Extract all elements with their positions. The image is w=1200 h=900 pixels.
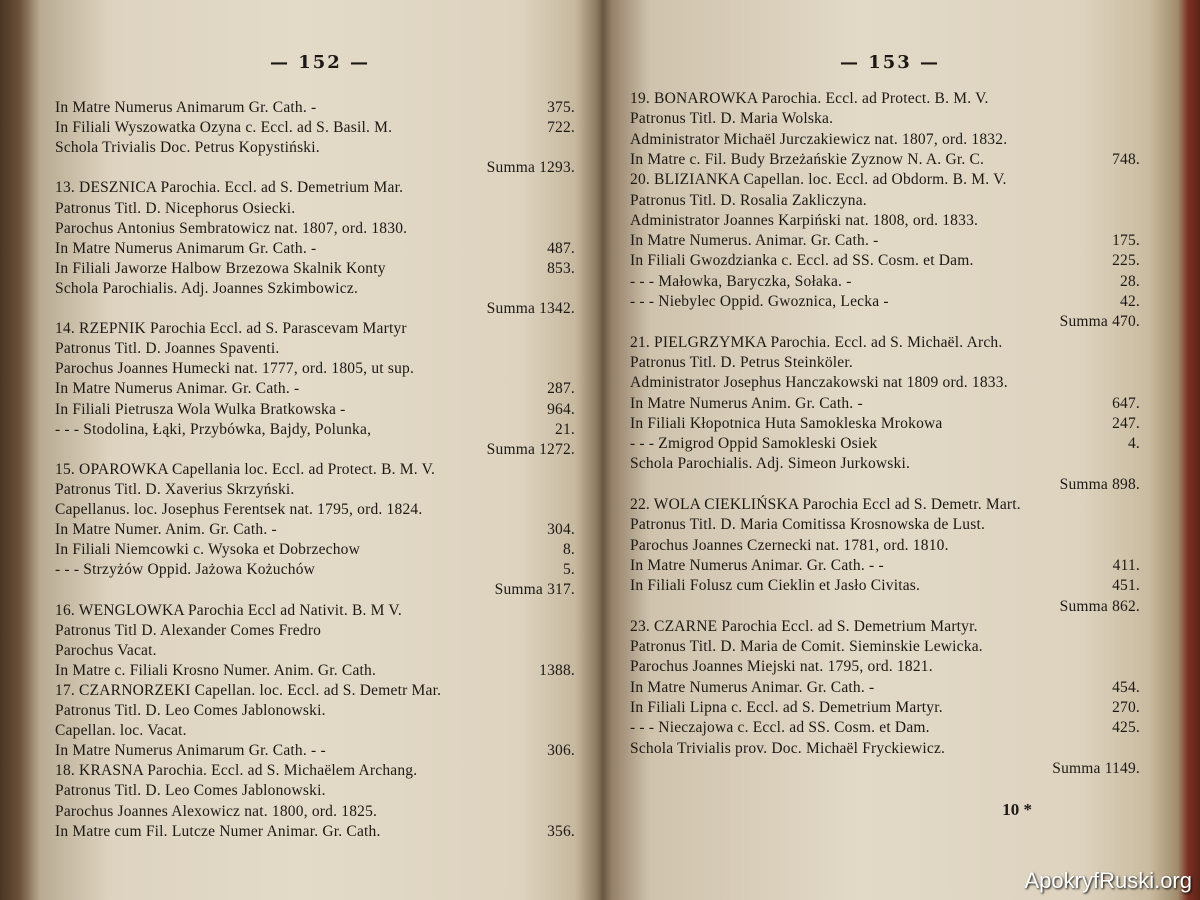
line-text: Administrator Josephus Hanczakowski nat 1809 ord. 1833. xyxy=(630,374,1008,392)
line-number: 1388. xyxy=(539,661,575,679)
line-text: Parochus Antonius Sembratowicz nat. 1807, ord. 1830. xyxy=(55,219,408,237)
line-text: Parochus Joannes Alexowicz nat. 1800, ord. 1825. xyxy=(55,802,378,820)
text-line xyxy=(630,88,1150,110)
line-text: 22. WOLA CIEKLIŃSKA Parochia Eccl ad S. Demetr. Mart. xyxy=(630,496,1021,513)
text-line xyxy=(630,250,1150,272)
line-text: In Matre Numerus Animar. Gr. Cath. - xyxy=(55,380,300,398)
line-text: In Matre Numerus. Animar. Gr. Cath. - xyxy=(630,232,879,250)
line-text: 15. OPAROWKA Capellania loc. Eccl. ad Protect. B. M. V. xyxy=(55,460,436,478)
line-text: - - - Niebylec Oppid. Gwoznica, Lecka - xyxy=(630,293,889,310)
summa-total: Summa 1293. xyxy=(486,159,575,177)
text-line xyxy=(630,738,1150,760)
text-line xyxy=(55,680,585,702)
summa-line xyxy=(630,311,1150,333)
text-line xyxy=(55,620,585,642)
text-line xyxy=(55,801,585,823)
line-number: 853. xyxy=(547,259,575,277)
text-line xyxy=(630,494,1150,516)
text-line xyxy=(630,656,1150,678)
line-number: 306. xyxy=(547,742,575,760)
text-line xyxy=(55,238,585,260)
line-text: 23. CZARNE Parochia Eccl. ad S. Demetrium Martyr. xyxy=(630,617,978,635)
text-line xyxy=(55,177,585,199)
text-line xyxy=(55,519,585,541)
text-line xyxy=(630,616,1150,638)
line-text: In Filiali Folusz cum Cieklin et Jasło Civitas. xyxy=(630,577,921,595)
summa-line xyxy=(630,758,1150,780)
line-text: Patronus Titl. D. Leo Comes Jablonowski. xyxy=(55,782,326,800)
line-number: 21. xyxy=(555,420,575,438)
summa-total: Summa 862. xyxy=(1059,597,1140,615)
text-line xyxy=(55,559,585,581)
line-text: - - - Stodolina, Łąki, Przybówka, Bajdy, Polunka, xyxy=(55,420,372,438)
summa-line xyxy=(55,579,585,601)
line-text: In Matre Numerus Anim. Gr. Cath. - xyxy=(630,394,863,412)
line-number: 722. xyxy=(547,119,575,137)
text-line xyxy=(630,291,1150,313)
line-text: In Matre cum Fil. Lutcze Numer Animar. Gr. Cath. xyxy=(55,822,381,840)
text-line xyxy=(55,720,585,742)
line-number: 451. xyxy=(1112,577,1140,595)
line-text: In Matre c. Fil. Budy Brzeżańskie Zyznow N. A. Gr. C. xyxy=(630,150,985,168)
line-text: Administrator Joannes Karpiński nat. 1808, ord. 1833. xyxy=(630,211,979,229)
text-line xyxy=(630,717,1150,739)
line-text: 16. WENGLOWKA Parochia Eccl ad Nativit. B. M V. xyxy=(55,601,402,619)
text-line xyxy=(630,149,1150,171)
line-text: In Matre c. Filiali Krosno Numer. Anim. Gr. Cath. xyxy=(55,661,377,679)
right-page xyxy=(630,0,1150,900)
text-line xyxy=(55,218,585,240)
text-line xyxy=(630,555,1150,577)
line-text: In Matre Numerus Animarum Gr. Cath. - xyxy=(55,99,317,116)
line-text: Patronus Titl. D. Nicephorus Osiecki. xyxy=(55,199,296,217)
line-number: 5. xyxy=(562,561,575,579)
line-number: 964. xyxy=(547,400,575,418)
text-line xyxy=(55,660,585,682)
line-number: 425. xyxy=(1112,719,1140,737)
line-number: 225. xyxy=(1112,252,1140,270)
line-number: 748. xyxy=(1112,150,1140,168)
right-page-number: — 153 — xyxy=(839,52,941,73)
text-line xyxy=(55,198,585,220)
text-line xyxy=(630,677,1150,699)
line-number: 356. xyxy=(547,822,575,840)
line-text: 17. CZARNORZEKI Capellan. loc. Eccl. ad S. Demetr Mar. xyxy=(55,681,442,699)
text-line xyxy=(55,258,585,280)
signature-mark: 10 * xyxy=(1002,800,1032,819)
line-number: 42. xyxy=(1120,293,1140,310)
text-line xyxy=(630,535,1150,557)
text-line xyxy=(630,271,1150,293)
line-number: 4. xyxy=(1127,435,1140,453)
line-text: 19. BONAROWKA Parochia. Eccl. ad Protect. B. M. V. xyxy=(630,90,989,107)
summa-line xyxy=(55,157,585,179)
line-text: In Filiali Jaworze Halbow Brzezowa Skalnik Konty xyxy=(55,259,386,277)
text-line xyxy=(55,378,585,400)
line-text: In Filiali Wyszowatka Ozyna c. Eccl. ad S. Basil. M. xyxy=(55,119,393,137)
line-text: In Matre Numer. Anim. Gr. Cath. - xyxy=(55,521,277,539)
line-number: 175. xyxy=(1112,232,1140,250)
text-line xyxy=(630,453,1150,475)
text-line xyxy=(630,514,1150,536)
line-text: Parochus Joannes Miejski nat. 1795, ord. 1821. xyxy=(630,658,933,676)
text-line xyxy=(55,640,585,662)
line-text: 20. BLIZIANKA Capellan. loc. Eccl. ad Obdorm. B. M. V. xyxy=(630,171,1007,189)
line-text: - - - Małowka, Baryczka, Sołaka. - xyxy=(630,272,852,290)
summa-total: Summa 1272. xyxy=(486,440,575,458)
line-text: In Filiali Niemcowki c. Wysoka et Dobrzechow xyxy=(55,541,361,559)
line-text: In Filiali Kłopotnica Huta Samokleska Mrokowa xyxy=(630,414,943,432)
text-line xyxy=(630,332,1150,354)
text-line xyxy=(630,575,1150,597)
text-line xyxy=(630,413,1150,435)
text-line xyxy=(630,352,1150,374)
line-text: Administrator Michaël Jurczakiewicz nat. 1807, ord. 1832. xyxy=(630,130,1008,148)
line-number: 487. xyxy=(547,239,575,257)
line-text: Schola Trivialis prov. Doc. Michaël Fryckiewicz. xyxy=(630,739,946,757)
line-text: Patronus Titl. D. Maria Wolska. xyxy=(630,110,834,128)
text-line xyxy=(55,700,585,722)
text-line xyxy=(55,539,585,561)
line-text: In Filiali Gwozdzianka c. Eccl. ad SS. Cosm. et Dam. xyxy=(630,252,974,270)
summa-line xyxy=(630,596,1150,618)
line-text: Schola Parochialis. Adj. Simeon Jurkowski. xyxy=(630,455,911,473)
line-text: Patronus Titl. D. Xaverius Skrzyński. xyxy=(55,480,295,498)
text-line xyxy=(55,399,585,421)
line-text: In Filiali Lipna c. Eccl. ad S. Demetrium Martyr. xyxy=(630,699,943,716)
text-line xyxy=(55,760,585,782)
line-text: In Filiali Pietrusza Wola Wulka Bratkowska - xyxy=(55,400,346,418)
summa-line xyxy=(55,439,585,461)
text-line xyxy=(55,97,585,119)
line-text: Patronus Titl. D. Petrus Steinköler. xyxy=(630,353,853,371)
line-number: 454. xyxy=(1112,678,1140,696)
line-text: Capellanus. loc. Josephus Ferentsek nat. 1795, ord. 1824. xyxy=(55,501,423,518)
line-text: Patronus Titl. D. Maria de Comit. Sieminskie Lewicka. xyxy=(630,638,983,656)
text-line xyxy=(630,697,1150,719)
line-number: 647. xyxy=(1112,394,1140,412)
line-text: Parochus Vacat. xyxy=(55,641,157,659)
text-line xyxy=(630,169,1150,191)
text-line xyxy=(55,338,585,360)
summa-total: Summa 317. xyxy=(494,581,575,599)
text-line xyxy=(630,129,1150,151)
left-page xyxy=(55,0,585,900)
text-line xyxy=(55,419,585,441)
line-text: Patronus Titl. D. Leo Comes Jablonowski. xyxy=(55,702,326,719)
line-text: In Matre Numerus Animar. Gr. Cath. - xyxy=(630,678,875,696)
line-number: 247. xyxy=(1112,414,1140,432)
text-line xyxy=(55,117,585,139)
text-line xyxy=(630,230,1150,252)
text-line xyxy=(630,433,1150,455)
text-line xyxy=(630,190,1150,212)
text-line xyxy=(55,780,585,802)
summa-total: Summa 1342. xyxy=(486,300,575,317)
text-line xyxy=(55,479,585,501)
text-line xyxy=(630,636,1150,658)
line-text: In Matre Numerus Animarum Gr. Cath. - - xyxy=(55,742,326,760)
text-line xyxy=(55,358,585,380)
left-page-number: — 152 — xyxy=(269,52,371,73)
line-text: 13. DESZNICA Parochia. Eccl. ad S. Demetrium Mar. xyxy=(55,179,404,197)
line-number: 8. xyxy=(562,541,575,559)
summa-total: Summa 470. xyxy=(1059,313,1140,331)
text-line xyxy=(55,137,585,159)
line-text: In Matre Numerus Animar. Gr. Cath. - - xyxy=(630,556,884,574)
line-text: In Matre Numerus Animarum Gr. Cath. - xyxy=(55,239,317,257)
line-text: Patronus Titl D. Alexander Comes Fredro xyxy=(55,621,322,639)
text-line xyxy=(630,372,1150,394)
line-number: 411. xyxy=(1112,556,1140,574)
line-text: Patronus Titl. D. Maria Comitissa Krosnowska de Lust. xyxy=(630,516,986,534)
line-number: 28. xyxy=(1120,272,1140,290)
line-text: - - - Nieczajowa c. Eccl. ad SS. Cosm. et Dam. xyxy=(630,719,930,737)
line-text: Schola Parochialis. Adj. Joannes Szkimbowicz. xyxy=(55,279,359,297)
summa-line xyxy=(55,298,585,320)
line-text: Parochus Joannes Czernecki nat. 1781, ord. 1810. xyxy=(630,536,949,554)
line-number: 270. xyxy=(1112,699,1140,716)
text-line xyxy=(55,821,585,843)
line-text: 14. RZEPNIK Parochia Eccl. ad S. Parascevam Martyr xyxy=(55,320,407,338)
line-text: 21. PIELGRZYMKA Parochia. Eccl. ad S. Michaël. Arch. xyxy=(630,333,1003,351)
text-line xyxy=(630,210,1150,232)
line-text: Parochus Joannes Humecki nat. 1777, ord. 1805, ut sup. xyxy=(55,360,415,378)
text-line xyxy=(630,393,1150,415)
line-text: 18. KRASNA Parochia. Eccl. ad S. Michaëlem Archang. xyxy=(55,762,418,780)
summa-total: Summa 1149. xyxy=(1052,759,1140,777)
line-number: 304. xyxy=(547,521,575,539)
line-text: Schola Trivialis Doc. Petrus Kopystiński. xyxy=(55,139,320,157)
text-line xyxy=(55,278,585,300)
text-line xyxy=(55,459,585,481)
line-number: 287. xyxy=(547,380,575,398)
text-line xyxy=(55,499,585,521)
watermark: ApokryfRuski.org xyxy=(1024,868,1192,893)
text-line xyxy=(630,108,1150,130)
line-text: Capellan. loc. Vacat. xyxy=(55,722,187,740)
text-line xyxy=(55,740,585,762)
line-text: Patronus Titl. D. Joannes Spaventi. xyxy=(55,340,280,358)
line-text: Patronus Titl. D. Rosalia Zakliczyna. xyxy=(630,191,867,209)
summa-total: Summa 898. xyxy=(1059,475,1140,493)
summa-line xyxy=(630,474,1150,496)
text-line xyxy=(55,600,585,622)
line-text: - - - Zmigrod Oppid Samokleski Osiek xyxy=(630,435,878,453)
line-number: 375. xyxy=(547,99,575,116)
line-text: - - - Strzyżów Oppid. Jażowa Kożuchów xyxy=(55,561,316,579)
text-line xyxy=(55,318,585,340)
